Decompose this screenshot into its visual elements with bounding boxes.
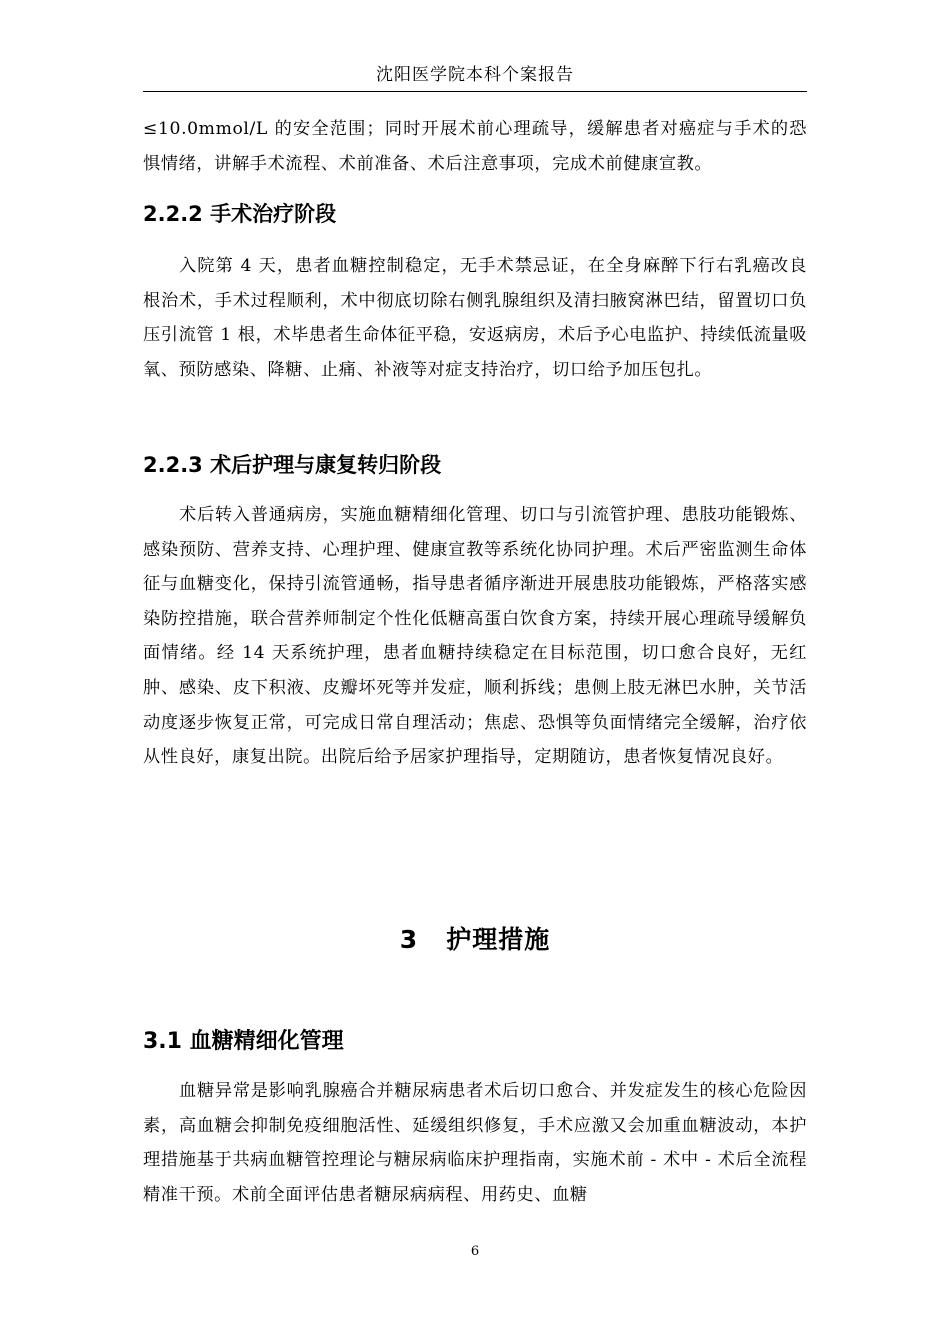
chapter-number: 3 bbox=[399, 925, 419, 954]
intro-block bbox=[143, 112, 807, 181]
section-heading: 3.1 血糖精细化管理 bbox=[143, 1029, 344, 1054]
section-heading: 2.2.2 手术治疗阶段 bbox=[143, 202, 337, 226]
body-paragraph: 入院第 4 天，患者血糖控制稳定，无手术禁忌证，在全身麻醉下行右乳癌改良根治术，手术过程顺利，术中彻底切除右侧乳腺组织及清扫腋窝淋巴结，留置切口负压引流管 1 根，术毕患者生命体征平稳，安返病房，术后予心电监护、持续低流量吸氧、预防感染、降糖、止痛、补液等对症支持治疗，切口给予加压包扎。 bbox=[143, 256, 808, 380]
body-paragraph: 术后转入普通病房，实施血糖精细化管理、切口与引流管护理、患肢功能锻炼、感染预防、营养支持、心理护理、健康宣教等系统化协同护理。术后严密监测生命体征与血糖变化，保持引流管通畅，指导患者循序渐进开展患肢功能锻炼，严格落实感染防控措施，联合营养师制定个性化低糖高蛋白饮食方案，持续开展心理疏导缓解负面情绪。经 14 天系统护理，患者血糖持续稳定在目标范围，切口愈合良好，无红肿、感染、皮下积液、皮瓣坏死等并发症，顺利拆线；患侧上肢无淋巴水肿，关节活动度逐步恢复正常，可完成日常自理活动；焦虑、恐惧等负面情绪完全缓解，治疗依从性良好，康复出院。出院后给予居家护理指导，定期随访，患者恢复情况良好。 bbox=[143, 505, 807, 768]
section-2-2-3 bbox=[143, 448, 807, 482]
section-2-2-2-body bbox=[143, 249, 807, 387]
chapter-title-text: 护理措施 bbox=[446, 925, 551, 954]
chapter-3-heading bbox=[143, 920, 807, 960]
page-number: 6 bbox=[470, 1244, 480, 1259]
intro-paragraph: ≤10.0mmol/L 的安全范围；同时开展术前心理疏导，缓解患者对癌症与手术的恐惧情绪，讲解手术流程、术前准备、术后注意事项，完成术前健康宣教。 bbox=[143, 119, 807, 174]
running-header: 沈阳医学院本科个案报告 bbox=[376, 65, 574, 85]
section-3-1-body bbox=[143, 1074, 807, 1212]
chapter-title bbox=[143, 920, 807, 960]
section-2-2-2 bbox=[143, 197, 807, 231]
header-rule bbox=[143, 91, 807, 92]
section-heading: 2.2.3 术后护理与康复转归阶段 bbox=[143, 453, 442, 477]
body-paragraph: 血糖异常是影响乳腺癌合并糖尿病患者术后切口愈合、并发症发生的核心危险因素，高血糖会抑制免疫细胞活性、延缓组织修复，手术应激又会加重血糖波动，本护理措施基于共病血糖管控理论与糖尿病临床护理指南，实施术前 - 术中 - 术后全流程精准干预。术前全面评估患者糖尿病病程、用药史、血糖 bbox=[143, 1081, 807, 1205]
section-2-2-3-body bbox=[143, 498, 807, 775]
section-3-1 bbox=[143, 1024, 807, 1060]
